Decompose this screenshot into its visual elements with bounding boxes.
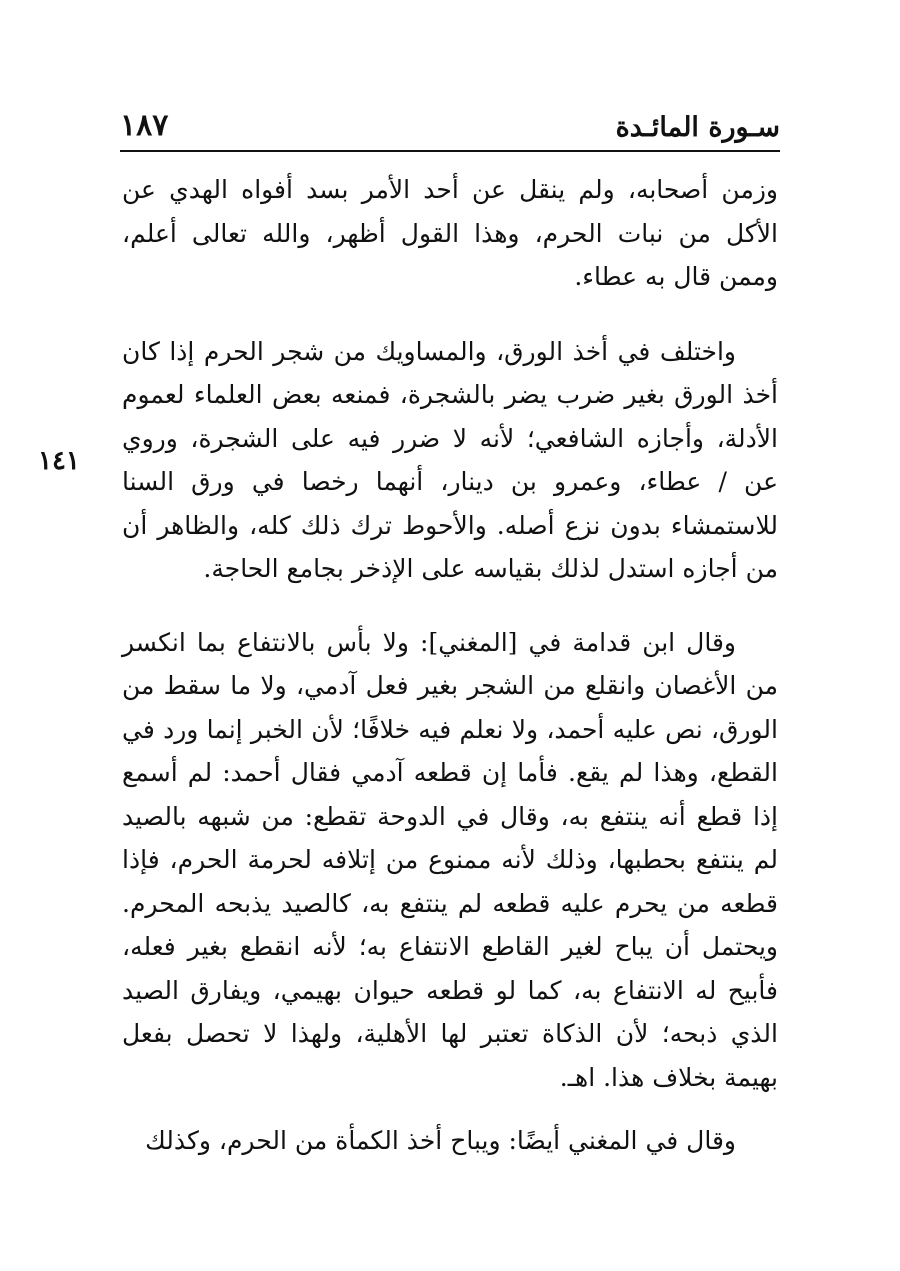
page-header [120, 100, 780, 152]
page-body [122, 168, 778, 1163]
running-header-title: سـورة المائـدة [615, 112, 780, 143]
paragraph-4: وقال في المغني أيضًا: ويباح أخذ الكمأة من الحرم، وكذلك [145, 1126, 736, 1155]
paragraph-2: واختلف في أخذ الورق، والمساويك من شجر الحرم إذا كان أخذ الورق بغير ضرب يضر بالشجرة، فمنعه بعض العلماء لعموم الأدلة، وأجازه الشافعي؛ لأنه لا ضرر فيه على الشجرة، وروي عن / عطاء، وعمرو بن دينار، أنهما رخصا في ورق السنا للاستمشاء بدون نزع أصله. والأحوط ترك ذلك كله، والظاهر أن من أجازه استدل لذلك بقياسه على الإذخر بجامع الحاجة. [122, 336, 778, 583]
margin-page-reference: ١٤١ [38, 446, 80, 476]
paragraph-3: وقال ابن قدامة في [المغني]: ولا بأس بالانتفاع بما انكسر من الأغصان وانقلع من الشجر بغير فعل آدمي، ولا ما سقط من الورق، نص عليه أحمد، ولا نعلم فيه خلافًا؛ لأن الخبر إنما ورد في القطع، وهذا لم يقع. فأما إن قطعه آدمي فقال أحمد: لم أسمع إذا قطع أنه ينتفع به، وقال في الدوحة تقطع: من شبهه بالصيد لم ينتفع بحطبها، وذلك لأنه ممنوع من إتلافه لحرمة الحرم، فإذا قطعه من يحرم عليه قطعه لم ينتفع به، كالصيد يذبحه المحرم. ويحتمل أن يباح لغير القاطع الانتفاع به؛ لأنه انقطع بغير فعله، فأبيح له الانتفاع به، كما لو قطعه حيوان بهيمي، ويفارق الصيد الذي ذبحه؛ لأن الذكاة تعتبر لها الأهلية، ولهذا لا تحصل بفعل بهيمة بخلاف هذا. اهـ. [122, 627, 778, 1092]
page-number: ١٨٧ [120, 108, 169, 143]
paragraph-1: وزمن أصحابه، ولم ينقل عن أحد الأمر بسد أفواه الهدي عن الأكل من نبات الحرم، وهذا القول أظهر، والله تعالى أعلم، وممن قال به عطاء. [122, 175, 778, 291]
